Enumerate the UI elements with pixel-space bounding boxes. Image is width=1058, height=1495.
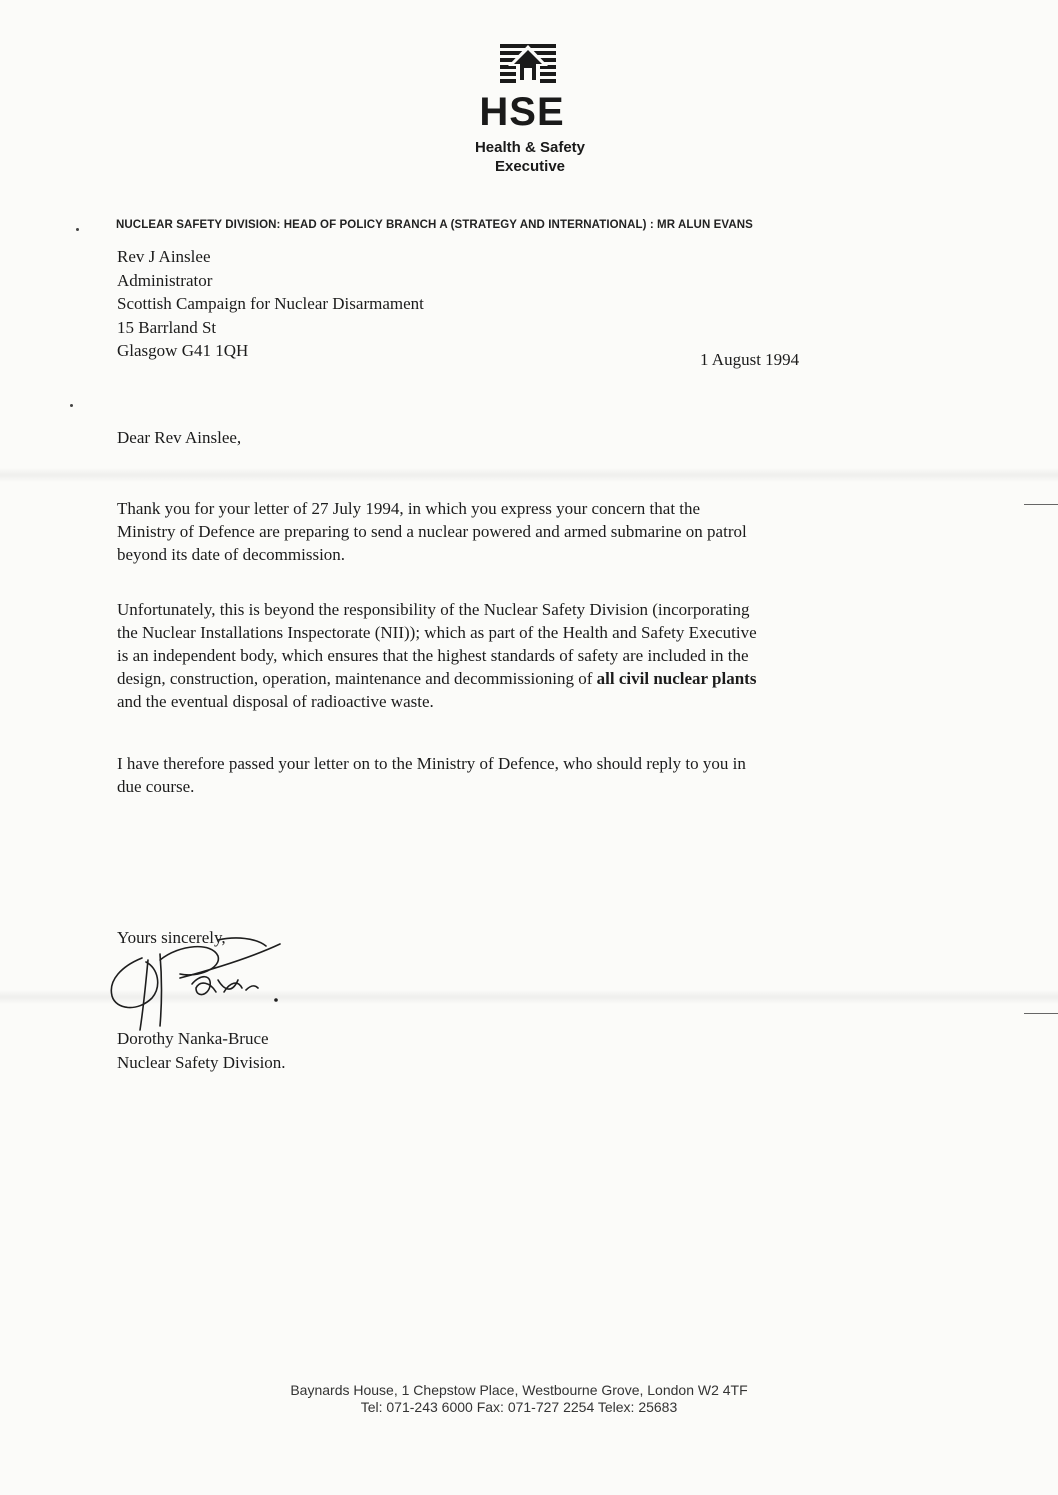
recipient-city: Glasgow G41 1QH — [117, 341, 249, 360]
recipient-street: 15 Barrland St — [117, 317, 217, 337]
letter-date: 1 August 1994 — [700, 350, 800, 369]
paragraph-1 — [117, 497, 917, 566]
recipient-name: Rev J Ainslee — [117, 247, 211, 266]
paragraph-3 — [117, 752, 917, 798]
speck — [70, 404, 73, 407]
edge-mark — [1024, 504, 1058, 505]
paper-fold — [0, 468, 1058, 482]
handwritten-signature — [100, 918, 340, 1033]
emphasis-text: all civil nuclear plants — [596, 669, 757, 688]
salutation: Dear Rev Ainslee, — [117, 428, 242, 447]
text-line: Unfortunately, this is beyond the responsibility of the Nuclear Safety Division (incorporating — [117, 600, 750, 619]
paragraph-2 — [117, 598, 917, 713]
signer-unit: Nuclear Safety Division. — [117, 1052, 286, 1072]
speck — [76, 228, 79, 231]
text-line: due course. — [117, 777, 195, 796]
text-line: and the eventual disposal of radioactive waste. — [117, 692, 434, 711]
text-line: beyond its date of decommission. — [117, 545, 346, 564]
text-run: design, construction, operation, maintenance and decommissioning of — [117, 669, 597, 688]
recipient-organisation: Scottish Campaign for Nuclear Disarmament — [117, 294, 424, 313]
logo-line-2: Executive — [494, 158, 566, 175]
signer-name: Dorothy Nanka-Bruce — [117, 1029, 269, 1048]
text-line: Thank you for your letter of 27 July 1994, in which you express your concern that the — [117, 499, 701, 518]
signer-block — [117, 1027, 286, 1074]
text-line: Ministry of Defence are preparing to send a nuclear powered and armed submarine on patrol — [117, 522, 747, 541]
text-line — [117, 667, 917, 690]
logo-abbreviation: HSE — [479, 90, 565, 134]
edge-mark — [1024, 1013, 1058, 1014]
recipient-address — [117, 245, 424, 363]
text-line: the Nuclear Installations Inspectorate (NII)); which as part of the Health and Safety Executive — [117, 623, 757, 642]
logo-line-1: Health & Safety — [474, 139, 586, 156]
text-line: is an independent body, which ensures that the highest standards of safety are included in the — [117, 646, 749, 665]
division-header: NUCLEAR SAFETY DIVISION: HEAD OF POLICY BRANCH A (STRATEGY AND INTERNATIONAL) : MR ALUN EVANS — [116, 219, 753, 231]
footer-address: Baynards House, 1 Chepstow Place, Westbourne Grove, London W2 4TF — [290, 1382, 748, 1398]
text-line: I have therefore passed your letter on to the Ministry of Defence, who should reply to you in — [117, 754, 746, 773]
footer-contact: Tel: 071-243 6000 Fax: 071-727 2254 Telex: 25683 — [360, 1399, 678, 1415]
hse-logo — [470, 42, 586, 182]
recipient-title: Administrator — [117, 270, 213, 290]
closing: Yours sincerely, — [117, 928, 226, 947]
